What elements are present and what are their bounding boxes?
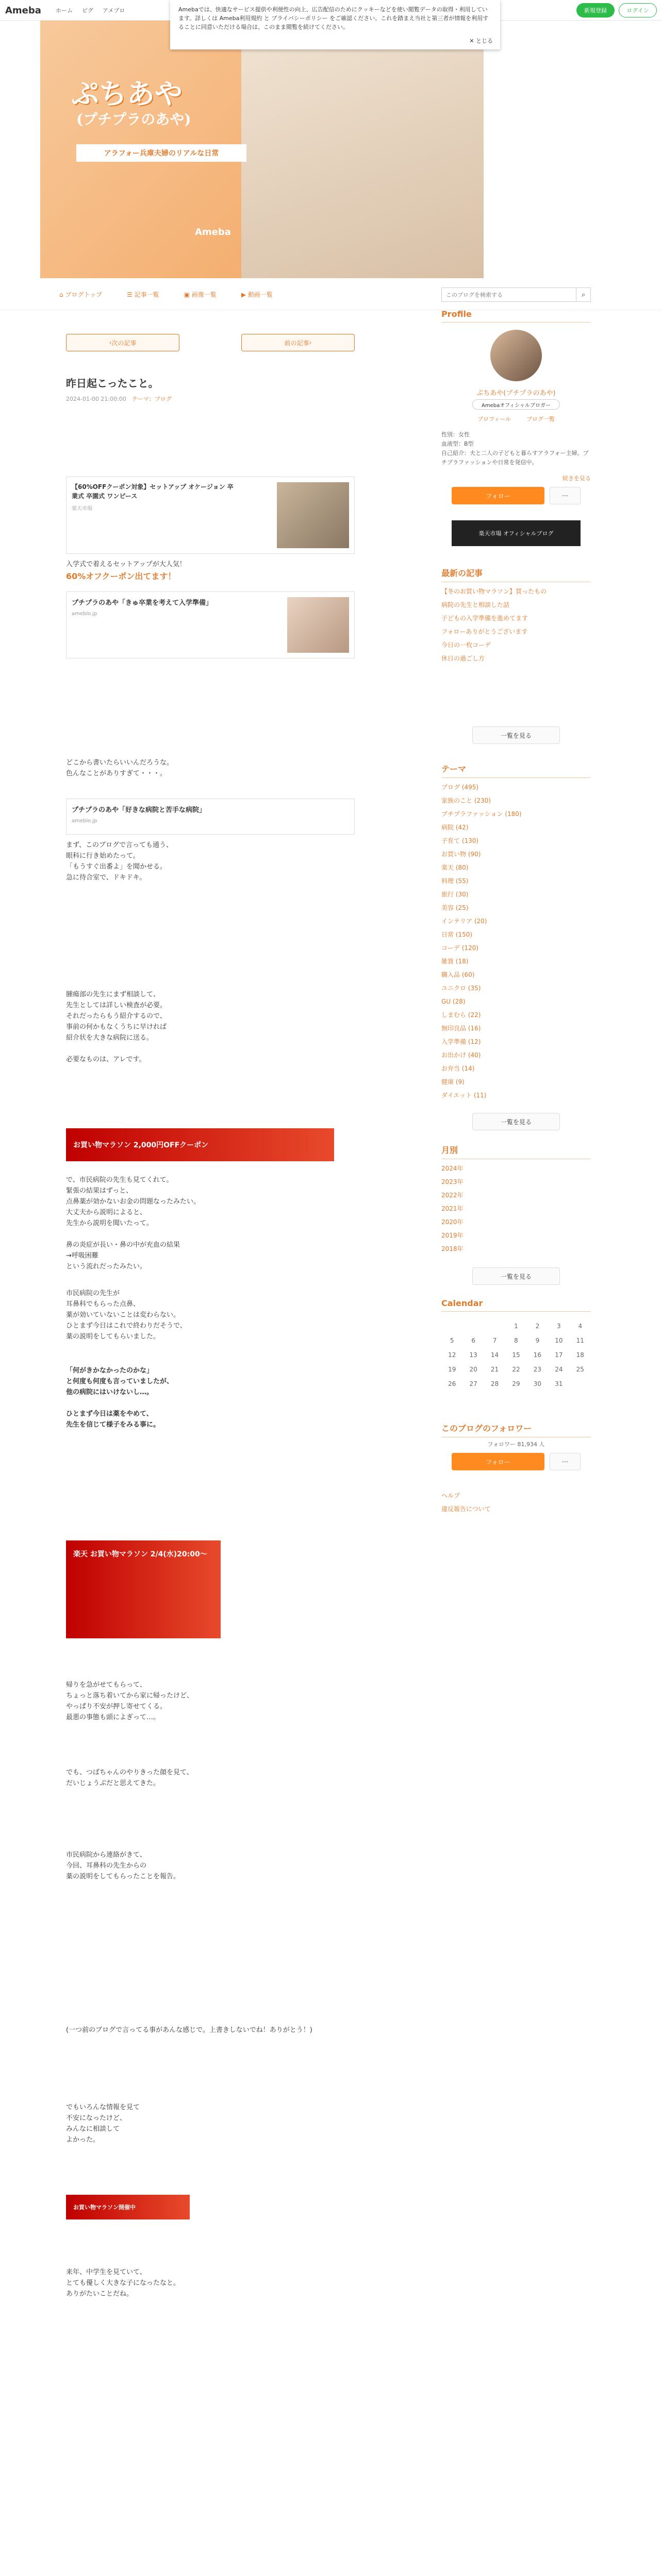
entry-paragraph: どこから書いたらいいんだろうな。 色んなことがありすぎて・・・。 (66, 759, 174, 777)
month-item[interactable]: 2022年 (441, 1192, 464, 1199)
calendar-day[interactable]: 25 (576, 1366, 584, 1373)
recent-heading: 最新の記事 (441, 567, 591, 582)
month-item[interactable]: 2018年 (441, 1245, 464, 1252)
tab-blog-top[interactable]: ⌂ ブログトップ (59, 291, 103, 298)
recent-more-button[interactable]: 一覧を見る (472, 726, 560, 744)
calendar-day[interactable]: 30 (533, 1380, 542, 1387)
calendar-day[interactable]: 2 (535, 1323, 540, 1330)
calendar-day (484, 1323, 505, 1330)
theme-item[interactable]: 雑貨 (18) (441, 958, 469, 965)
blog-search (441, 287, 591, 302)
signup-button[interactable]: 新規登録 (576, 3, 615, 18)
calendar-day[interactable]: 19 (448, 1366, 456, 1373)
card-title: プチプラのあや「きゅ卒業を考えて入学準備」 (72, 599, 213, 607)
theme-item[interactable]: お弁当 (14) (441, 1065, 475, 1072)
avatar[interactable] (490, 330, 542, 381)
close-notice-button[interactable]: ✕ とじる (469, 38, 493, 44)
ad-image (277, 482, 349, 548)
theme-item[interactable]: プチプラファッション (180) (441, 810, 522, 818)
nav-ameblo[interactable]: アメブロ (103, 7, 125, 14)
entry-paragraph: でもいろんな情報を見て 不安になったけど、 みんなに相談して よかった。 (66, 2104, 140, 2144)
follower-heading: このブログのフォロワー (441, 1422, 591, 1437)
theme-item[interactable]: お買い物 (90) (441, 851, 481, 858)
theme-item[interactable]: ダイエット (11) (441, 1092, 487, 1099)
calendar-day[interactable]: 15 (512, 1351, 520, 1359)
header-nav (56, 6, 125, 14)
calendar-day[interactable]: 12 (448, 1351, 456, 1359)
theme-item[interactable]: 美容 (25) (441, 904, 469, 911)
entry-paragraph: でも、つばちゃんのやりきった顔を見て、 だいじょうぶだと思えてきた。 (66, 1769, 193, 1787)
rakuten-ad-banner[interactable]: お買い物マラソン開催中 (66, 2195, 190, 2219)
tab-blog-list[interactable]: ブログ一覧 (526, 416, 555, 422)
follow-button[interactable]: フォロー (452, 487, 544, 504)
theme-item[interactable]: コーデ (120) (441, 944, 479, 952)
month-heading: 月別 (441, 1144, 591, 1159)
calendar-grid (441, 1323, 591, 1387)
prev-entry-button[interactable]: ‹ 次の記事 (66, 334, 179, 351)
recent-item[interactable]: フォローありがとうございます (441, 628, 528, 635)
entry-theme-link[interactable]: テーマ：ブログ (131, 396, 172, 402)
recent-item[interactable]: 今日の一枚コーデ (441, 641, 491, 649)
calendar-day[interactable]: 17 (555, 1351, 563, 1359)
banner-title: ぷちあや (71, 77, 183, 110)
calendar-day[interactable]: 10 (555, 1337, 563, 1344)
calendar-day[interactable]: 9 (535, 1337, 540, 1344)
ameba-logo[interactable]: Ameba (5, 5, 41, 16)
coupon-text: 60%オフクーポン出てます！ (66, 571, 176, 581)
calendar-day[interactable]: 20 (469, 1366, 477, 1373)
calendar-day[interactable]: 26 (448, 1380, 456, 1387)
theme-item[interactable]: 入学準備 (12) (441, 1038, 481, 1045)
tab-video-list[interactable]: ▶ 動画一覧 (241, 291, 273, 298)
theme-item[interactable]: 子育て (130) (441, 837, 479, 844)
theme-item[interactable]: 健康 (9) (441, 1078, 465, 1086)
tab-profile[interactable]: プロフィール (477, 416, 511, 422)
theme-item[interactable]: 楽天 (80) (441, 864, 469, 871)
login-button[interactable]: ログイン (619, 3, 657, 18)
blog-banner[interactable] (40, 21, 484, 278)
official-badge: Amebaオフィシャルブロガー (472, 399, 560, 410)
calendar-day[interactable]: 1 (514, 1323, 518, 1330)
card-title: プチプラのあや「好きな病院と苦手な病院」 (72, 806, 206, 814)
month-item[interactable]: 2024年 (441, 1165, 464, 1172)
close-icon: ✕ (469, 38, 476, 44)
theme-item[interactable]: ブログ (495) (441, 784, 479, 791)
entry-paragraph: 市民病院の先生が 耳鼻科でもらった点鼻、 薬が効いていないことは変わらない。 ひとまず今日はこれで終わりだそうで、 薬の説明をしてもらいました。 (66, 1290, 187, 1341)
theme-item[interactable]: 日常 (150) (441, 931, 473, 938)
tab-image-list[interactable]: ▣ 画像一覧 (184, 291, 217, 298)
entry-paragraph: 「何がきかなかったのかな」 と何度も何度も言っていましたが、 他の病院にはいけないし…。 ひとまず今日は薬をやめて、 先生を信じて様子をみる事に。 (66, 1367, 174, 1429)
calendar-day[interactable]: 23 (533, 1366, 542, 1373)
month-item[interactable]: 2023年 (441, 1178, 464, 1185)
banner-tagline: アラフォー兵庫夫婦のリアルな日常 (76, 144, 246, 162)
rakuten-ad-banner[interactable]: お買い物マラソン 2,000円OFFクーポン (66, 1128, 334, 1161)
cookie-notice-text: Amebaでは、快適なサービス提供や利便性の向上、広告配信のためにクッキーなどを使い閲覧データの取得・利用しています。詳しくは Ameba利用規約 と プライバシーポリシー をご確認ください。これを踏まえ当社と第三者が情報を利用することに同意いただける場合は、このまま閲覧を続けてください。 (178, 6, 489, 30)
ad-brand: 楽天市場 (72, 506, 92, 512)
calendar-day[interactable]: 4 (578, 1323, 583, 1330)
recent-item[interactable]: 病院の先生と相談した話 (441, 601, 510, 608)
month-item[interactable]: 2021年 (441, 1205, 464, 1212)
theme-item[interactable]: 無印良品 (16) (441, 1025, 481, 1032)
nav-pigg[interactable]: ピグ (82, 7, 93, 14)
entry-paragraph: 腫瘍部の先生にまず相談して、 先生としては詳しい検査が必要。 それだったらもう紹介するので、 事前の何かもなくうちに早ければ 紹介状を大きな病院に送る。 必要なものは、アレです。 (66, 991, 167, 1063)
calendar-day[interactable]: 24 (555, 1366, 563, 1373)
entry-paragraph: 入学式で着えるセットアップが大人気！ (66, 561, 186, 568)
calendar-day[interactable]: 28 (490, 1380, 499, 1387)
calendar-day[interactable]: 31 (555, 1380, 563, 1387)
theme-item[interactable]: 家族のこと (230) (441, 797, 491, 804)
month-more-button[interactable]: 一覧を見る (472, 1267, 560, 1285)
more-link[interactable]: 続きを見る (562, 475, 591, 482)
recent-item[interactable]: 子どもの入学準備を進めてます (441, 615, 528, 622)
calendar-day[interactable]: 5 (450, 1337, 454, 1344)
entry-paragraph: 来年、中学生を見ていて、 とても優しく大きな子になったなと。 ありがたいことだね。 (66, 2268, 180, 2298)
product-ad-card[interactable] (66, 477, 355, 554)
theme-more-button[interactable]: 一覧を見る (472, 1113, 560, 1130)
calendar-day[interactable]: 14 (490, 1351, 499, 1359)
calendar-day[interactable]: 13 (469, 1351, 477, 1359)
calendar-heading: Calendar (441, 1298, 591, 1312)
profile-tabs (441, 415, 591, 423)
follow-button-bottom[interactable]: フォロー (452, 1453, 544, 1470)
recent-item[interactable]: 休日の過ごし方 (441, 655, 485, 662)
theme-item[interactable]: インテリア (20) (441, 918, 487, 925)
cookie-notice (170, 0, 500, 49)
rakuten-ad-banner[interactable]: 楽天 お買い物マラソン 2/4(水)20:00〜 (66, 1540, 221, 1638)
calendar-day[interactable]: 7 (492, 1337, 497, 1344)
theme-item[interactable]: 料理 (55) (441, 877, 469, 885)
profile-bio: 性別：女性 血液型：B型 自己紹介：夫と二人の子どもと暮らすアラフォー主婦。プチプラファッションや日常を発信中。 (441, 431, 589, 466)
calendar-day[interactable]: 29 (512, 1380, 520, 1387)
theme-item[interactable]: 病院 (42) (441, 824, 469, 831)
theme-item[interactable]: お出かけ (40) (441, 1052, 481, 1059)
calendar-day (441, 1323, 462, 1330)
calendar-day[interactable]: 21 (490, 1366, 499, 1373)
nav-home[interactable]: ホーム (56, 7, 73, 14)
help-link[interactable]: ヘルプ (441, 1492, 460, 1499)
month-item[interactable]: 2019年 (441, 1232, 464, 1239)
month-list (441, 1162, 591, 1256)
search-icon[interactable]: ⌕ (576, 288, 590, 301)
report-link[interactable]: 違反報告について (441, 1505, 491, 1513)
calendar-day[interactable]: 6 (471, 1337, 475, 1344)
profile-name[interactable]: ぷちあや(プチプラのあや) (476, 389, 556, 397)
rakuten-official-ad[interactable]: 楽天市場 オフィシャルブログ (452, 520, 581, 546)
calendar-day[interactable]: 16 (533, 1351, 542, 1359)
calendar-day[interactable]: 3 (557, 1323, 561, 1330)
calendar-day (462, 1323, 484, 1330)
theme-list (441, 781, 591, 1102)
tab-entry-list[interactable]: ☰ 記事一覧 (127, 291, 159, 298)
theme-item[interactable]: 旅行 (30) (441, 891, 469, 898)
entry-paragraph: まず、このブログで言っても通う、 眼科に行き始めたって。 「もうすぐ出番よ」を聞かせる。 急に待合室で、ドキドキ。 (66, 841, 173, 882)
card-domain: ameblo.jp (72, 818, 97, 824)
entry-paragraph: で、市民病院の先生も見てくれて。 緊張の結果はずっと、 点鼻薬が効かないお金の問題なったみたい。 大丈夫から説明によると、 先生から説明を聞いたって。 鼻の炎症が長い・鼻の中が充血の結果 →呼吸困難 という流れだったみたい。 (66, 1176, 201, 1270)
recent-item[interactable]: 【冬のお買い物マラソン】買ったもの (441, 588, 547, 595)
card-image (287, 597, 349, 653)
theme-item[interactable]: 購入品 (60) (441, 971, 475, 978)
blog-link-card[interactable] (66, 799, 355, 835)
calendar-day[interactable]: 11 (576, 1337, 584, 1344)
banner-subtitle: (プチプラのあや) (76, 111, 191, 128)
entry-paragraph: (一つ前のブログで言ってる事があんな感じで。上書きしないでね！ありがとう！) (66, 2026, 312, 2034)
entry-title: 昨日起こったこと。 (66, 377, 159, 389)
ad-label: 【60%OFFクーポン対象】セットアップ オケージョン 卒業式 卒園式 ワンピース (72, 483, 234, 500)
search-input[interactable] (442, 288, 576, 301)
banner-brand: Ameba (195, 227, 231, 238)
blog-link-card[interactable] (66, 591, 355, 658)
more-menu-button[interactable]: ⋯ (550, 1453, 581, 1470)
entry-meta: 2024-01-00 21:00:00 テーマ：ブログ (66, 396, 172, 402)
banner-photo (241, 21, 484, 278)
recent-list (441, 585, 591, 665)
theme-item[interactable]: GU (28) (441, 998, 466, 1005)
calendar-day[interactable]: 27 (469, 1380, 477, 1387)
theme-heading: テーマ (441, 762, 591, 778)
calendar-day[interactable]: 22 (512, 1366, 520, 1373)
theme-item[interactable]: しまむら (22) (441, 1011, 481, 1019)
month-item[interactable]: 2020年 (441, 1218, 464, 1226)
footer-links (441, 1489, 591, 1516)
calendar-day[interactable]: 8 (514, 1337, 518, 1344)
entry-paragraph: 市民病院から連絡がきて、 今回、耳鼻科の先生からの 薬の説明をしてもらったことを報告。 (66, 1851, 180, 1880)
calendar-day[interactable]: 18 (576, 1351, 584, 1359)
more-menu-button[interactable]: ⋯ (550, 487, 581, 504)
theme-item[interactable]: ユニクロ (35) (441, 985, 481, 992)
card-domain: ameblo.jp (72, 611, 97, 617)
entry-paragraph: 帰りを急がせてもらって、 ちょっと落ち着いてから家に帰ったけど、 やっぱり不安が押し寄せてくる。 最悪の事態も頭によぎって…。 (66, 1681, 194, 1721)
next-entry-button[interactable]: 前の記事 › (241, 334, 355, 351)
profile-heading: Profile (441, 309, 591, 323)
follower-count: フォロワー 81,934 人 (487, 1441, 545, 1448)
